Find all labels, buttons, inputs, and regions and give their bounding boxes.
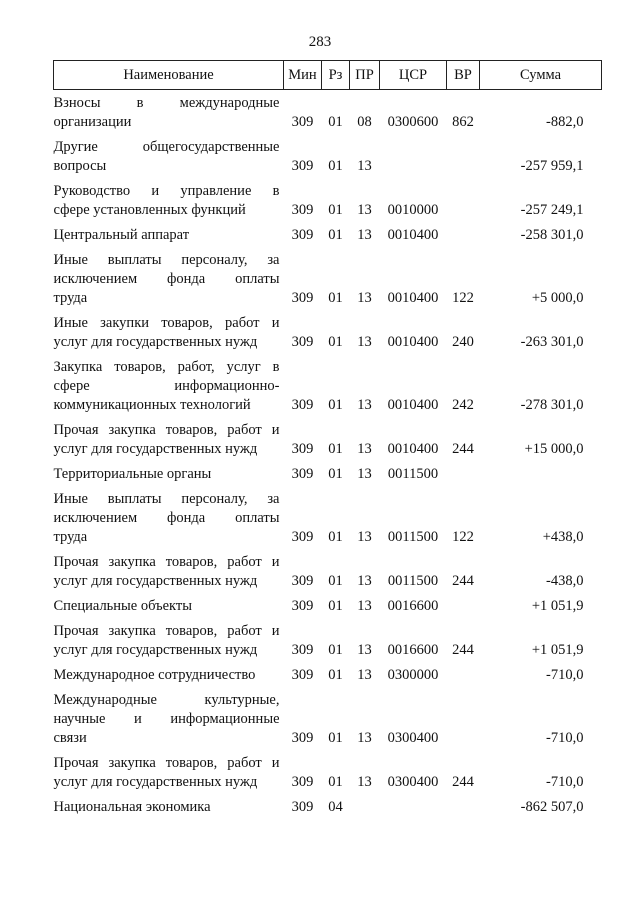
column-header-pr: ПР xyxy=(350,61,380,90)
row-name xyxy=(54,465,284,490)
row-name-line: исключением фонда оплаты xyxy=(53,271,280,287)
row-name-line: сфере информационно- xyxy=(53,378,280,394)
row-name-line: услуг для государственных нужд xyxy=(53,642,258,658)
row-sum xyxy=(480,465,602,490)
row-rz: 01 xyxy=(328,158,343,174)
row-name-line: Руководство и управление в xyxy=(53,183,280,199)
row-pr: 13 xyxy=(357,227,372,243)
row-min: 309 xyxy=(291,598,314,614)
table-row xyxy=(54,465,602,490)
row-sum: -710,0 xyxy=(546,667,584,683)
row-vr: 244 xyxy=(452,774,474,790)
row-pr: 13 xyxy=(357,774,372,790)
row-min: 309 xyxy=(291,158,314,174)
row-name-line: коммуникационных технологий xyxy=(53,397,251,413)
row-name xyxy=(54,358,284,421)
row-sum: +438,0 xyxy=(542,529,584,545)
row-rz: 01 xyxy=(328,290,343,306)
row-name xyxy=(54,314,284,358)
row-name-line: Специальные объекты xyxy=(53,598,192,614)
row-pr xyxy=(350,798,380,823)
row-csr: 0016600 xyxy=(387,642,439,658)
row-name-line: Прочая закупка товаров, работ и xyxy=(53,755,280,771)
row-name-line: труда xyxy=(53,529,88,545)
budget-table-container xyxy=(53,60,601,823)
row-csr: 0010000 xyxy=(387,202,439,218)
row-csr xyxy=(380,798,447,823)
row-sum: -710,0 xyxy=(546,774,584,790)
row-rz: 01 xyxy=(328,202,343,218)
row-min: 309 xyxy=(291,202,314,218)
row-name-line: Центральный аппарат xyxy=(53,227,190,243)
row-name-line: услуг для государственных нужд xyxy=(53,441,258,457)
table-row xyxy=(54,182,602,226)
row-sum: -278 301,0 xyxy=(520,397,584,413)
row-min: 309 xyxy=(291,466,314,482)
row-vr: 242 xyxy=(452,397,474,413)
row-rz: 01 xyxy=(328,642,343,658)
row-rz: 01 xyxy=(328,598,343,614)
row-min: 309 xyxy=(291,227,314,243)
table-row xyxy=(54,251,602,314)
row-pr: 13 xyxy=(357,158,372,174)
row-rz: 01 xyxy=(328,397,343,413)
row-vr xyxy=(447,798,480,823)
row-pr: 13 xyxy=(357,441,372,457)
row-sum: -438,0 xyxy=(546,573,584,589)
row-name-line: Прочая закупка товаров, работ и xyxy=(53,554,280,570)
row-name-line: Другие общегосударственные xyxy=(53,139,280,155)
table-body xyxy=(54,90,602,824)
row-name xyxy=(54,138,284,182)
table-row xyxy=(54,490,602,553)
row-min: 309 xyxy=(291,529,314,545)
row-sum: +1 051,9 xyxy=(531,642,584,658)
row-name xyxy=(54,421,284,465)
row-name-line: Иные закупки товаров, работ и xyxy=(53,315,280,331)
row-name xyxy=(54,182,284,226)
row-name-line: Международное сотрудничество xyxy=(53,667,256,683)
row-name-line: организации xyxy=(53,114,132,130)
table-row xyxy=(54,597,602,622)
row-rz: 01 xyxy=(328,441,343,457)
row-name xyxy=(54,94,284,138)
row-csr: 0010400 xyxy=(387,334,439,350)
row-sum: -882,0 xyxy=(546,114,584,130)
table-row xyxy=(54,94,602,138)
row-name-line: Национальная экономика xyxy=(53,799,211,815)
row-min: 309 xyxy=(291,774,314,790)
row-vr xyxy=(447,138,480,182)
row-vr xyxy=(447,465,480,490)
row-min: 309 xyxy=(291,799,314,815)
row-csr xyxy=(380,138,447,182)
row-min: 309 xyxy=(291,441,314,457)
row-rz: 01 xyxy=(328,114,343,130)
column-header-vr: ВР xyxy=(447,61,480,90)
row-pr: 13 xyxy=(357,202,372,218)
row-csr: 0010400 xyxy=(387,397,439,413)
row-csr: 0010400 xyxy=(387,290,439,306)
row-vr xyxy=(447,226,480,251)
row-sum: +15 000,0 xyxy=(524,441,584,457)
row-min: 309 xyxy=(291,397,314,413)
row-name-line: услуг для государственных нужд xyxy=(53,774,258,790)
row-csr: 0011500 xyxy=(387,529,439,545)
row-vr: 240 xyxy=(452,334,474,350)
row-name xyxy=(54,553,284,597)
table-row xyxy=(54,798,602,823)
row-vr xyxy=(447,597,480,622)
row-name-line: вопросы xyxy=(53,158,107,174)
row-csr: 0011500 xyxy=(387,466,439,482)
table-row xyxy=(54,358,602,421)
row-pr: 13 xyxy=(357,642,372,658)
row-min: 309 xyxy=(291,290,314,306)
row-vr: 862 xyxy=(452,114,474,130)
row-pr: 08 xyxy=(357,114,372,130)
row-vr: 122 xyxy=(452,290,474,306)
row-sum: -710,0 xyxy=(546,730,584,746)
row-name-line: Территориальные органы xyxy=(53,466,212,482)
row-name xyxy=(54,226,284,251)
row-csr: 0011500 xyxy=(387,573,439,589)
row-sum: -258 301,0 xyxy=(520,227,584,243)
row-name-line: Закупка товаров, работ, услуг в xyxy=(53,359,280,375)
row-csr: 0010400 xyxy=(387,227,439,243)
row-name-line: услуг для государственных нужд xyxy=(53,334,258,350)
row-name-line: сфере установленных функций xyxy=(53,202,246,218)
row-vr: 244 xyxy=(452,441,474,457)
row-sum: -257 959,1 xyxy=(520,158,584,174)
row-min: 309 xyxy=(291,573,314,589)
row-vr xyxy=(447,182,480,226)
table-row xyxy=(54,421,602,465)
row-rz: 01 xyxy=(328,227,343,243)
column-header-sum: Сумма xyxy=(480,61,602,90)
row-vr: 244 xyxy=(452,642,474,658)
row-pr: 13 xyxy=(357,290,372,306)
row-min: 309 xyxy=(291,642,314,658)
row-min: 309 xyxy=(291,334,314,350)
row-rz: 04 xyxy=(328,799,343,815)
row-csr: 0300600 xyxy=(387,114,439,130)
row-rz: 01 xyxy=(328,774,343,790)
row-name xyxy=(54,754,284,798)
row-csr: 0010400 xyxy=(387,441,439,457)
table-header xyxy=(54,61,602,90)
row-pr: 13 xyxy=(357,598,372,614)
row-rz: 01 xyxy=(328,466,343,482)
row-name-line: труда xyxy=(53,290,88,306)
row-vr xyxy=(447,691,480,754)
row-name xyxy=(54,251,284,314)
column-header-csr: ЦСР xyxy=(380,61,447,90)
row-min: 309 xyxy=(291,730,314,746)
row-name-line: научные и информационные xyxy=(53,711,280,727)
row-rz: 01 xyxy=(328,334,343,350)
row-sum: -257 249,1 xyxy=(520,202,584,218)
row-name xyxy=(54,597,284,622)
row-vr: 244 xyxy=(452,573,474,589)
row-name xyxy=(54,666,284,691)
row-name-line: исключением фонда оплаты xyxy=(53,510,280,526)
table-row xyxy=(54,138,602,182)
row-rz: 01 xyxy=(328,730,343,746)
table-row xyxy=(54,553,602,597)
column-header-rz: Рз xyxy=(322,61,350,90)
row-min: 309 xyxy=(291,114,314,130)
table-row xyxy=(54,666,602,691)
row-name-line: Взносы в международные xyxy=(53,95,280,111)
row-name xyxy=(54,691,284,754)
table-row xyxy=(54,314,602,358)
row-name-line: Прочая закупка товаров, работ и xyxy=(53,422,280,438)
budget-table xyxy=(53,60,602,823)
row-pr: 13 xyxy=(357,334,372,350)
row-pr: 13 xyxy=(357,529,372,545)
row-vr xyxy=(447,666,480,691)
row-sum: +5 000,0 xyxy=(531,290,584,306)
row-name-line: связи xyxy=(53,730,87,746)
row-pr: 13 xyxy=(357,730,372,746)
row-name xyxy=(54,490,284,553)
column-header-min: Мин xyxy=(284,61,322,90)
table-row xyxy=(54,691,602,754)
row-sum: +1 051,9 xyxy=(531,598,584,614)
row-sum: -862 507,0 xyxy=(520,799,584,815)
row-pr: 13 xyxy=(357,466,372,482)
row-sum: -263 301,0 xyxy=(520,334,584,350)
table-row xyxy=(54,226,602,251)
row-csr: 0016600 xyxy=(387,598,439,614)
column-header-name: Наименование xyxy=(54,61,284,90)
row-name-line: Международные культурные, xyxy=(53,692,280,708)
row-name-line: Иные выплаты персоналу, за xyxy=(53,491,280,507)
row-pr: 13 xyxy=(357,667,372,683)
row-rz: 01 xyxy=(328,573,343,589)
row-name-line: услуг для государственных нужд xyxy=(53,573,258,589)
page-number: 283 xyxy=(308,34,332,50)
row-vr: 122 xyxy=(452,529,474,545)
row-name xyxy=(54,798,284,823)
row-csr: 0300000 xyxy=(387,667,439,683)
row-csr: 0300400 xyxy=(387,730,439,746)
row-rz: 01 xyxy=(328,529,343,545)
row-pr: 13 xyxy=(357,573,372,589)
row-rz: 01 xyxy=(328,667,343,683)
row-min: 309 xyxy=(291,667,314,683)
row-name-line: Иные выплаты персоналу, за xyxy=(53,252,280,268)
table-row xyxy=(54,622,602,666)
row-name-line: Прочая закупка товаров, работ и xyxy=(53,623,280,639)
row-pr: 13 xyxy=(357,397,372,413)
row-csr: 0300400 xyxy=(387,774,439,790)
table-row xyxy=(54,754,602,798)
row-name xyxy=(54,622,284,666)
